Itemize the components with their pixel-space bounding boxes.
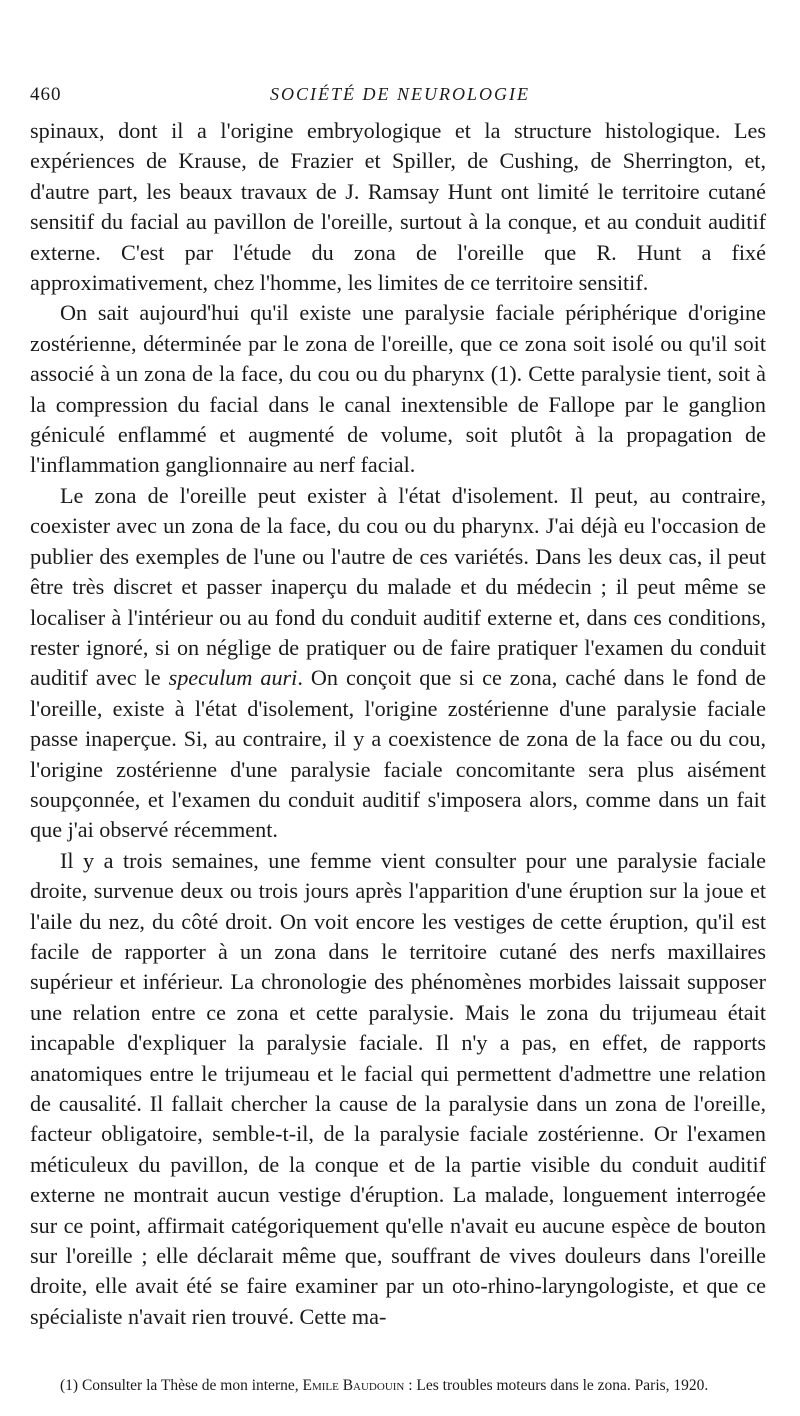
paragraph-text: Le zona de l'oreille peut exister à l'état d'isolement. Il peut, au contraire, coexister avec un zona de la face, du cou ou du pharynx. J'ai déjà eu l'occasion de publier des exemples de l'une ou l'autre de ces variétés. Dans les deux cas, il peut être très discret et passer inaperçu du malade et du médecin ; il peut même se localiser à l'intérieur ou au fond du conduit auditif externe et, dans ces conditions, rester ignoré, si on néglige de pratiquer ou de faire pratiquer l'examen du conduit auditif avec le: [30, 482, 766, 691]
footnote: [30, 1376, 766, 1395]
paragraph: [30, 481, 766, 846]
body-text: [30, 116, 766, 1332]
page-number: 460: [30, 84, 62, 105]
paragraph: spinaux, dont il a l'origine embryologique et la structure histologique. Les expériences de Krause, de Frazier et Spiller, de Cushing, de Sherrington, et, d'autre part, les beaux travaux de J. Ramsay Hunt ont limité le territoire cutané sensitif du facial au pavillon de l'oreille, surtout à la conque, et au conduit auditif externe. C'est par l'étude du zona de l'oreille que R. Hunt a fixé approximativement, chez l'homme, les limites de ce territoire sensitif.: [30, 118, 766, 296]
paragraph: On sait aujourd'hui qu'il existe une paralysie faciale périphérique d'origine zostérienne, déterminée par le zona de l'oreille, que ce zona soit isolé ou qu'il soit associé à un zona de la face, du cou ou du pharynx (1). Cette paralysie tient, soit à la compression du facial dans le canal inextensible de Fallope par le ganglion géniculé enflammé et augmenté de volume, soit plutôt à la propagation de l'inflammation ganglionnaire au nerf facial.: [30, 300, 766, 478]
paragraph: Il y a trois semaines, une femme vient consulter pour une paralysie faciale droite, survenue deux ou trois jours après l'apparition d'une éruption sur la joue et l'aile du nez, du côté droit. On voit encore les vestiges de cette éruption, qu'il est facile de rapporter à un zona dans le territoire cutané des nerfs maxillaires supérieur et inférieur. La chronologie des phénomènes morbides laissait supposer une relation entre ce zona et cette paralysie. Mais le zona du trijumeau était incapable d'expliquer la paralysie faciale. Il n'y a pas, en effet, de rapports anatomiques entre le trijumeau et le facial qui permettent d'admettre une relation de causalité. Il fallait chercher la cause de la paralysie dans un zona de l'oreille, facteur obligatoire, semble-t-il, de la paralysie faciale zostérienne. Or l'examen méticuleux du pavillon, de la conque et de la partie visible du conduit auditif externe ne montrait aucun vestige d'éruption. La malade, longuement interrogée sur ce point, affirmait catégoriquement qu'elle n'avait eu aucune espèce de bouton sur l'oreille ; elle déclarait même que, souffrant de vives douleurs dans l'oreille droite, elle avait été se faire examiner par un oto-rhino-laryngologiste, et que ce spécialiste n'avait rien trouvé. Cette ma-: [30, 847, 766, 1329]
footnote-prefix: (1) Consulter la Thèse de mon interne,: [60, 1377, 303, 1394]
footnote-suffix: : Les troubles moteurs dans le zona. Paris, 1920.: [404, 1377, 709, 1394]
page-header: [30, 84, 770, 110]
paragraph-text: . On conçoit que si ce zona, caché dans le fond de l'oreille, existe à l'état d'isolement, l'origine zostérienne d'une paralysie faciale passe inaperçue. Si, au contraire, il y a coexistence de zona de la face ou du cou, l'origine zostérienne d'une paralysie faciale concomitante sera plus aisément soupçonnée, et l'examen du conduit auditif s'imposera alors, comme dans un fait que j'ai observé récemment.: [30, 665, 766, 843]
running-head: SOCIÉTÉ DE NEUROLOGIE: [270, 84, 530, 104]
footnote-author: Emile Baudouin: [302, 1377, 405, 1394]
italic-term: speculum auri: [168, 665, 298, 691]
